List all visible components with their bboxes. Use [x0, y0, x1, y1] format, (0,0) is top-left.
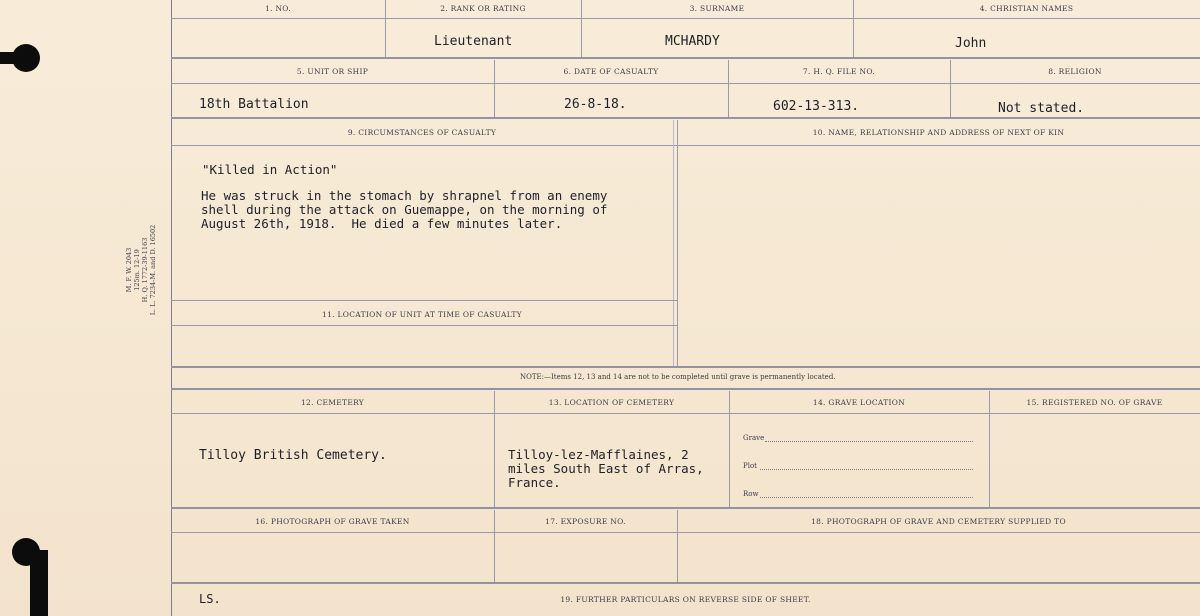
row4-div1: [494, 391, 495, 507]
header-registered-no: 15. REGISTERED NO. OF GRAVE: [1026, 398, 1163, 407]
row11-rule: [171, 325, 677, 326]
row1-rule: [171, 18, 1200, 19]
row2-rule: [171, 83, 1200, 84]
surname-value: MCHARDY: [665, 34, 720, 49]
header-grave-location: 14. GRAVE LOCATION: [812, 398, 906, 407]
header-further-particulars: 19. FURTHER PARTICULARS ON REVERSE SIDE OF SHEET.: [560, 595, 811, 604]
binder-tab-top: [0, 52, 20, 64]
unit-value: 18th Battalion: [199, 97, 309, 112]
plot-dots: [760, 469, 973, 470]
header-exposure-no: 17. EXPOSURE NO.: [545, 517, 626, 526]
initials-value: LS.: [199, 592, 221, 606]
row5-top: [171, 507, 1200, 509]
row-dots: [760, 497, 973, 498]
header-surname: 3. SURNAME: [689, 4, 745, 13]
circumstances-title: "Killed in Action": [202, 162, 338, 177]
note-bottom: [171, 388, 1200, 390]
grave-dots: [765, 441, 973, 442]
plot-label: Plot: [743, 462, 757, 470]
rank-value: Lieutenant: [434, 34, 513, 49]
row3-div: [677, 120, 678, 366]
cemetery-location-value: Tilloy-lez-Mafflaines, 2 miles South East of Arras, France.: [508, 447, 704, 490]
header-christian-names: 4. CHRISTIAN NAMES: [979, 4, 1074, 13]
header-next-of-kin: 10. NAME, RELATIONSHIP AND ADDRESS OF NEXT OF KIN: [812, 128, 1065, 137]
note-top: [171, 366, 1200, 368]
binder-tab-bottom: [30, 550, 48, 616]
header-religion: 8. RELIGION: [1048, 67, 1102, 76]
header-photograph-supplied: 18. PHOTOGRAPH OF GRAVE AND CEMETERY SUPPLIED TO: [811, 517, 1066, 526]
row1-bottom: [171, 57, 1200, 59]
header-circumstances: 9. CIRCUMSTANCES OF CASUALTY: [347, 128, 497, 137]
note-text: NOTE:—Items 12, 13 and 14 are not to be completed until grave is permanently located.: [520, 373, 836, 381]
header-location-of-cemetery: 13. LOCATION OF CEMETERY: [548, 398, 675, 407]
christian-names-value: John: [955, 36, 987, 51]
header-cemetery: 12. CEMETERY: [300, 398, 365, 407]
row6-top: [171, 582, 1200, 584]
row4-div2: [729, 391, 730, 507]
row3-div-shadow: [673, 120, 674, 366]
row5-rule: [171, 532, 1200, 533]
row11-top: [171, 300, 677, 301]
religion-value: Not stated.: [998, 101, 1085, 116]
grave-label: Grave: [743, 434, 765, 442]
header-photograph-taken: 16. PHOTOGRAPH OF GRAVE TAKEN: [255, 517, 410, 526]
header-unit: 5. UNIT OR SHIP: [296, 67, 369, 76]
date-value: 26-8-18.: [564, 97, 627, 112]
header-file-no: 7. H. Q. FILE NO.: [802, 67, 876, 76]
header-rank: 2. RANK OR RATING: [440, 4, 526, 13]
row4-div3: [989, 391, 990, 507]
side-reference: M. F. W. 2043 125m. 12-19 H. Q. 1772-39-1163 L. L. 7234-M. and D. 16502: [125, 224, 157, 316]
row2-bottom: [171, 117, 1200, 119]
header-no: 1. NO.: [265, 4, 291, 13]
header-location-of-unit: 11. LOCATION OF UNIT AT TIME OF CASUALTY: [322, 310, 522, 319]
row-label: Row: [743, 490, 759, 498]
file-no-value: 602-13-313.: [773, 99, 860, 114]
row3-rule: [171, 145, 1200, 146]
circumstances-body: He was struck in the stomach by shrapnel from an enemy shell during the attack on Guemappe, on the morning of August 26th, 1918. He died a few minutes later.: [201, 188, 608, 231]
row4-rule: [171, 413, 1200, 414]
header-date: 6. DATE OF CASUALTY: [563, 67, 659, 76]
cemetery-value: Tilloy British Cemetery.: [199, 448, 387, 463]
